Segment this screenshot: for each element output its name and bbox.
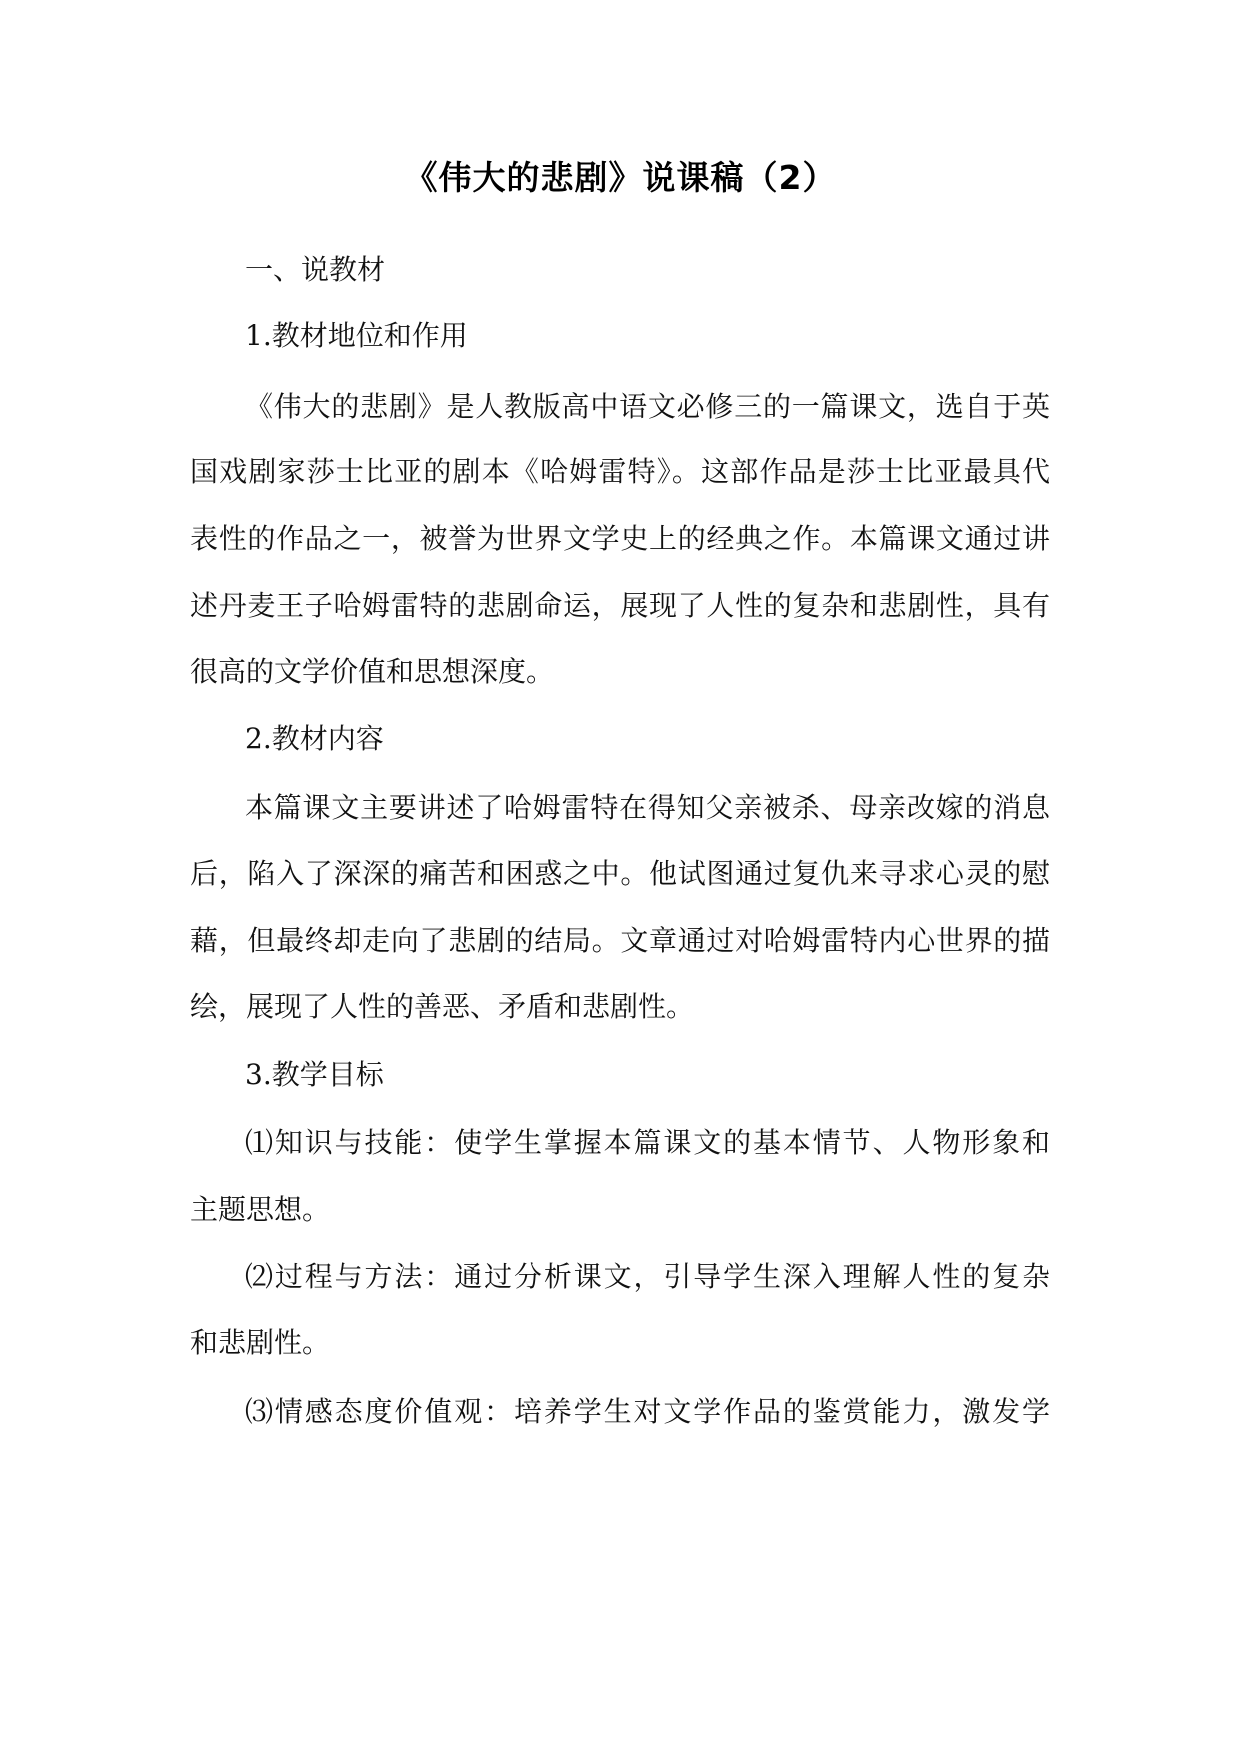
subsection-heading: 3.教学目标 xyxy=(245,1058,384,1091)
goal-line: 主题思想。 xyxy=(190,1193,331,1226)
subsection-heading: 1.教材地位和作用 xyxy=(245,319,468,352)
paragraph-line: 后，陷入了深深的痛苦和困惑之中。他试图通过复仇来寻求心灵的慰 xyxy=(190,857,1050,890)
goal-line: ⑴知识与技能：使学生掌握本篇课文的基本情节、人物形象和 xyxy=(245,1126,1050,1159)
goal-line: ⑶情感态度价值观：培养学生对文学作品的鉴赏能力，激发学 xyxy=(245,1395,1050,1428)
goal-line: 和悲剧性。 xyxy=(190,1326,331,1359)
subsection-heading: 2.教材内容 xyxy=(245,722,384,755)
paragraph-line: 绘，展现了人性的善恶、矛盾和悲剧性。 xyxy=(190,990,695,1023)
section-heading: 一、说教材 xyxy=(245,253,386,286)
paragraph-line: 述丹麦王子哈姆雷特的悲剧命运，展现了人性的复杂和悲剧性，具有 xyxy=(190,589,1050,622)
paragraph-line: 藉，但最终却走向了悲剧的结局。文章通过对哈姆雷特内心世界的描 xyxy=(190,924,1050,957)
paragraph-line: 国戏剧家莎士比亚的剧本《哈姆雷特》。这部作品是莎士比亚最具代 xyxy=(190,455,1050,488)
paragraph-line: 很高的文学价值和思想深度。 xyxy=(190,655,555,688)
paragraph-line: 《伟大的悲剧》是人教版高中语文必修三的一篇课文，选自于英 xyxy=(245,390,1050,423)
goal-line: ⑵过程与方法：通过分析课文，引导学生深入理解人性的复杂 xyxy=(245,1260,1050,1293)
document-title: 《伟大的悲剧》说课稿（2） xyxy=(404,158,837,197)
paragraph-line: 表性的作品之一，被誉为世界文学史上的经典之作。本篇课文通过讲 xyxy=(190,522,1050,555)
paragraph-line: 本篇课文主要讲述了哈姆雷特在得知父亲被杀、母亲改嫁的消息 xyxy=(245,791,1050,824)
